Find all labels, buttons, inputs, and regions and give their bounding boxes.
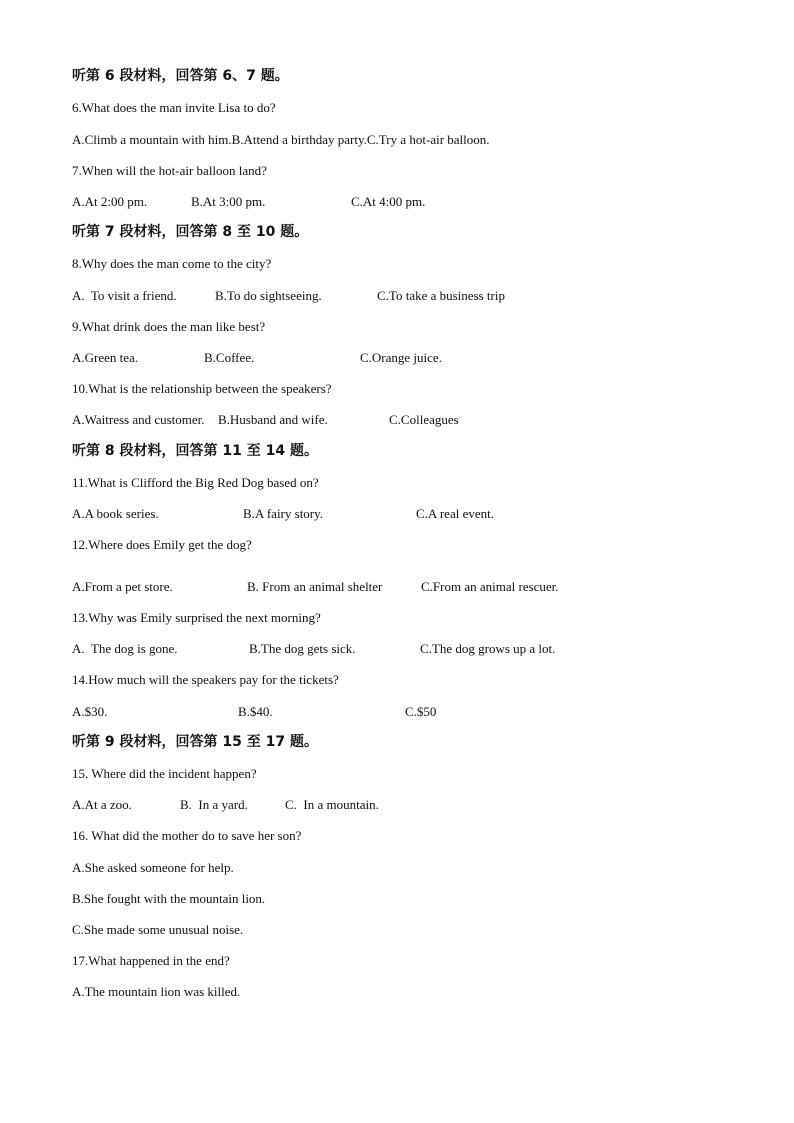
question-text: 13.Why was Emily surprised the next morning? bbox=[72, 610, 321, 625]
question-text: 7.When will the hot-air balloon land? bbox=[72, 163, 267, 178]
question-text: 14.How much will the speakers pay for the tickets? bbox=[72, 672, 339, 687]
option-c: C.From an animal rescuer. bbox=[421, 579, 559, 594]
option-a: A.The mountain lion was killed. bbox=[72, 984, 241, 999]
option-c: C.$50 bbox=[405, 704, 437, 719]
question-text: 15. Where did the incident happen? bbox=[72, 766, 257, 781]
section-heading: 听第 6 段材料，回答第 6、7 题。 bbox=[72, 68, 289, 84]
question-text: 16. What did the mother do to save her son? bbox=[72, 828, 302, 843]
option-c: C.She made some unusual noise. bbox=[72, 922, 244, 937]
question-text: 12.Where does Emily get the dog? bbox=[72, 537, 252, 552]
option-a: A.At 2:00 pm. bbox=[72, 194, 148, 209]
question-text: 9.What drink does the man like best? bbox=[72, 319, 266, 334]
section-heading: 听第 9 段材料，回答第 15 至 17 题。 bbox=[72, 734, 318, 750]
option-b: B.Coffee. bbox=[204, 350, 255, 365]
option-a: A.At a zoo. bbox=[72, 797, 132, 812]
option-a: A.Green tea. bbox=[72, 350, 139, 365]
option-c: C.A real event. bbox=[416, 506, 494, 521]
option-b: B. From an animal shelter bbox=[247, 579, 383, 594]
option-c: C.Orange juice. bbox=[360, 350, 442, 365]
section-heading: 听第 8 段材料，回答第 11 至 14 题。 bbox=[72, 443, 318, 459]
question-text: 17.What happened in the end? bbox=[72, 953, 230, 968]
option-b: B.The dog gets sick. bbox=[249, 641, 356, 656]
option-b: B. In a yard. bbox=[180, 797, 248, 812]
option-b: B.Husband and wife. bbox=[218, 412, 328, 427]
option-c: C.Colleagues bbox=[389, 412, 459, 427]
option-a: A.Waitress and customer. bbox=[72, 412, 205, 427]
option-b: B.She fought with the mountain lion. bbox=[72, 891, 266, 906]
option-b: B.To do sightseeing. bbox=[215, 288, 322, 303]
option-b: B.At 3:00 pm. bbox=[191, 194, 266, 209]
option-c: C. In a mountain. bbox=[285, 797, 379, 812]
option-b: B.A fairy story. bbox=[243, 506, 324, 521]
answer-options: A.Climb a mountain with him.B.Attend a birthday party.C.Try a hot-air balloon. bbox=[72, 132, 490, 147]
question-text: 8.Why does the man come to the city? bbox=[72, 256, 272, 271]
question-text: 10.What is the relationship between the speakers? bbox=[72, 381, 332, 396]
option-a: A. The dog is gone. bbox=[72, 641, 178, 656]
option-a: A. To visit a friend. bbox=[72, 288, 177, 303]
section-heading: 听第 7 段材料，回答第 8 至 10 题。 bbox=[72, 224, 309, 240]
option-c: C.At 4:00 pm. bbox=[351, 194, 426, 209]
question-text: 6.What does the man invite Lisa to do? bbox=[72, 100, 276, 115]
option-a: A.A book series. bbox=[72, 506, 159, 521]
question-text: 11.What is Clifford the Big Red Dog based on? bbox=[72, 475, 319, 490]
option-a: A.$30. bbox=[72, 704, 108, 719]
option-c: C.The dog grows up a lot. bbox=[420, 641, 556, 656]
option-b: B.$40. bbox=[238, 704, 273, 719]
option-a: A.From a pet store. bbox=[72, 579, 173, 594]
option-c: C.To take a business trip bbox=[377, 288, 505, 303]
option-a: A.She asked someone for help. bbox=[72, 860, 234, 875]
